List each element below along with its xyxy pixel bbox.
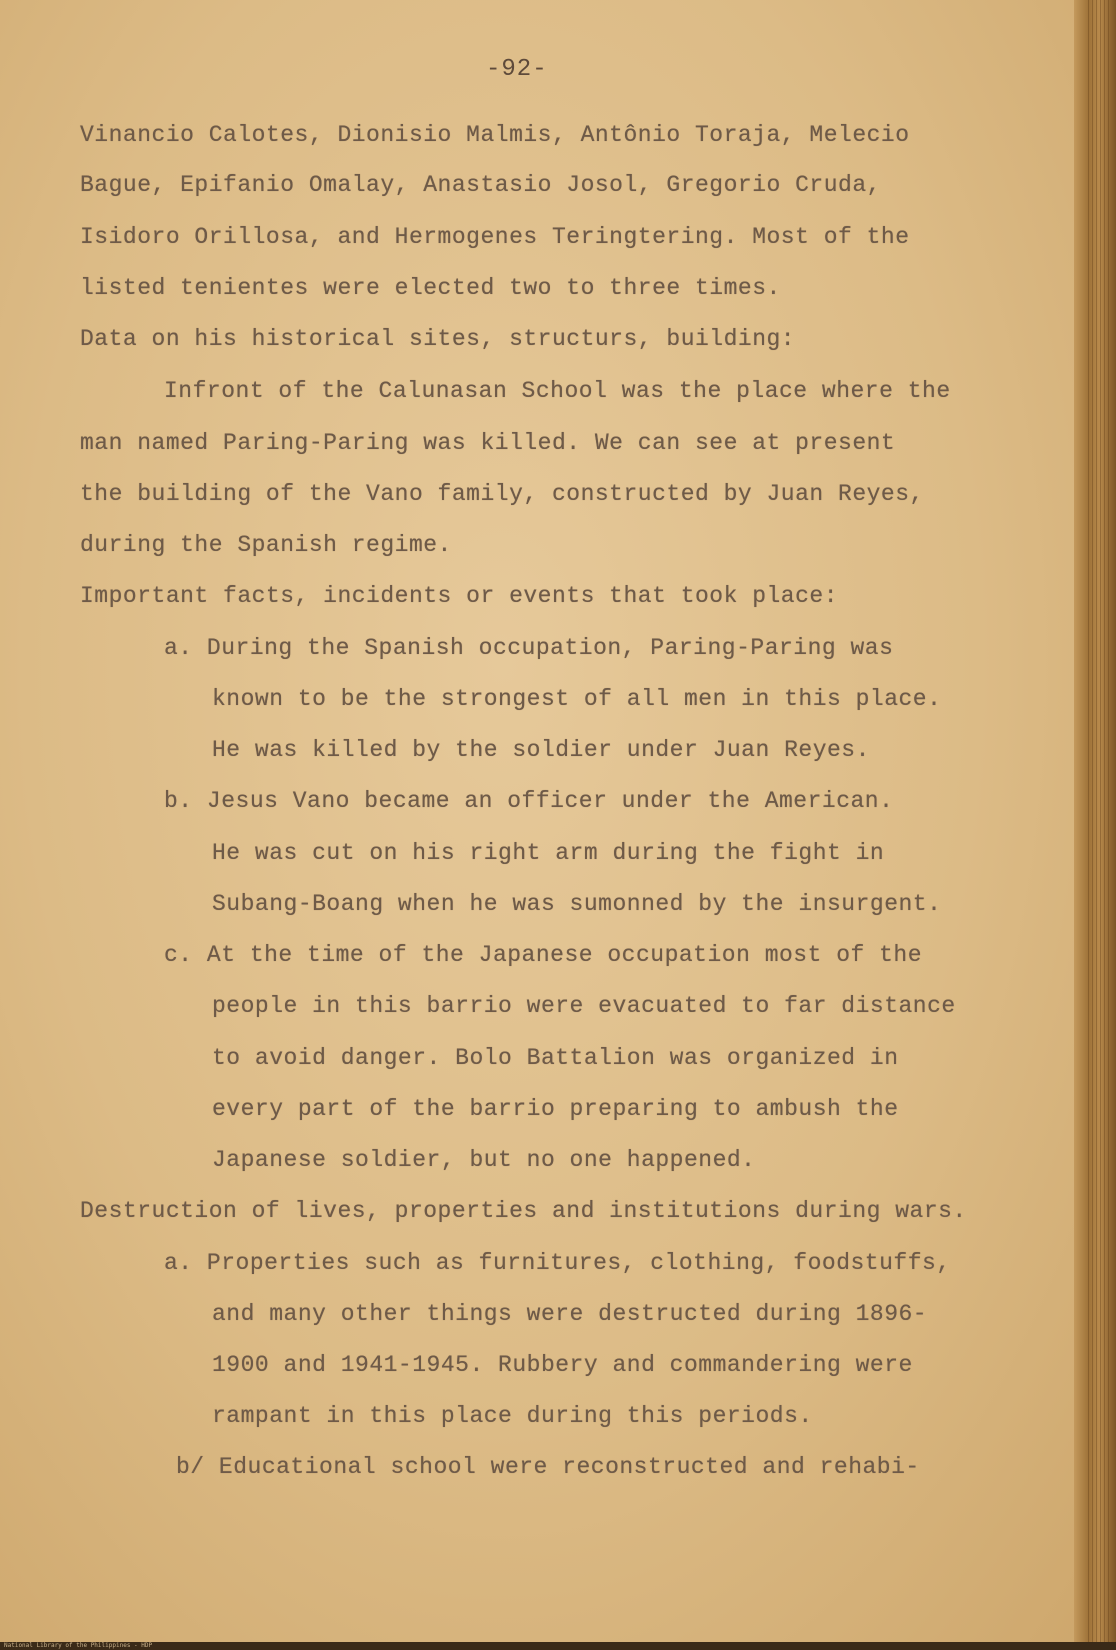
text-line: rampant in this place during this periods.	[212, 1403, 813, 1429]
text-line: Vinancio Calotes, Dionisio Malmis, Antônio Toraja, Melecio	[80, 122, 910, 148]
text-line: b/ Educational school were reconstructed and rehabi-	[176, 1454, 920, 1480]
text-line: the building of the Vano family, constructed by Juan Reyes,	[80, 481, 924, 507]
page-edge-lines	[1088, 0, 1110, 1650]
text-line: Infront of the Calunasan School was the place where the	[164, 378, 951, 404]
text-line: Bague, Epifanio Omalay, Anastasio Josol, Gregorio Cruda,	[80, 172, 881, 198]
text-line: Subang-Boang when he was sumonned by the insurgent.	[212, 891, 942, 917]
text-line: a. Properties such as furnitures, clothing, foodstuffs,	[164, 1250, 951, 1276]
text-line: people in this barrio were evacuated to far distance	[212, 993, 956, 1019]
text-line: b. Jesus Vano became an officer under the American.	[164, 788, 894, 814]
text-line: a. During the Spanish occupation, Paring-Paring was	[164, 635, 894, 661]
text-line: known to be the strongest of all men in this place.	[212, 686, 942, 712]
page-number: -92-	[486, 56, 548, 83]
text-line: to avoid danger. Bolo Battalion was organized in	[212, 1045, 899, 1071]
text-line: Isidoro Orillosa, and Hermogenes Teringtering. Most of the	[80, 224, 910, 250]
text-line: man named Paring-Paring was killed. We can see at present	[80, 430, 896, 456]
footer-note: National Library of the Philippines - HDP	[4, 1642, 153, 1649]
text-line: c. At the time of the Japanese occupation most of the	[164, 942, 923, 968]
text-line: He was cut on his right arm during the fight in	[212, 840, 885, 866]
text-line: Important facts, incidents or events that took place:	[80, 583, 839, 609]
text-line: Japanese soldier, but no one happened.	[212, 1147, 756, 1173]
text-line: He was killed by the soldier under Juan Reyes.	[212, 737, 870, 763]
text-line: Destruction of lives, properties and institutions during wars.	[80, 1198, 967, 1224]
scan-bottom-strip	[0, 1642, 1116, 1650]
text-line: Data on his historical sites, structurs, building:	[80, 326, 796, 352]
text-line: during the Spanish regime.	[80, 532, 452, 558]
text-line: 1900 and 1941-1945. Rubbery and commandering were	[212, 1352, 913, 1378]
text-line: every part of the barrio preparing to ambush the	[212, 1096, 899, 1122]
text-line: and many other things were destructed during 1896-	[212, 1301, 928, 1327]
text-line: listed tenientes were elected two to three times.	[80, 275, 781, 301]
